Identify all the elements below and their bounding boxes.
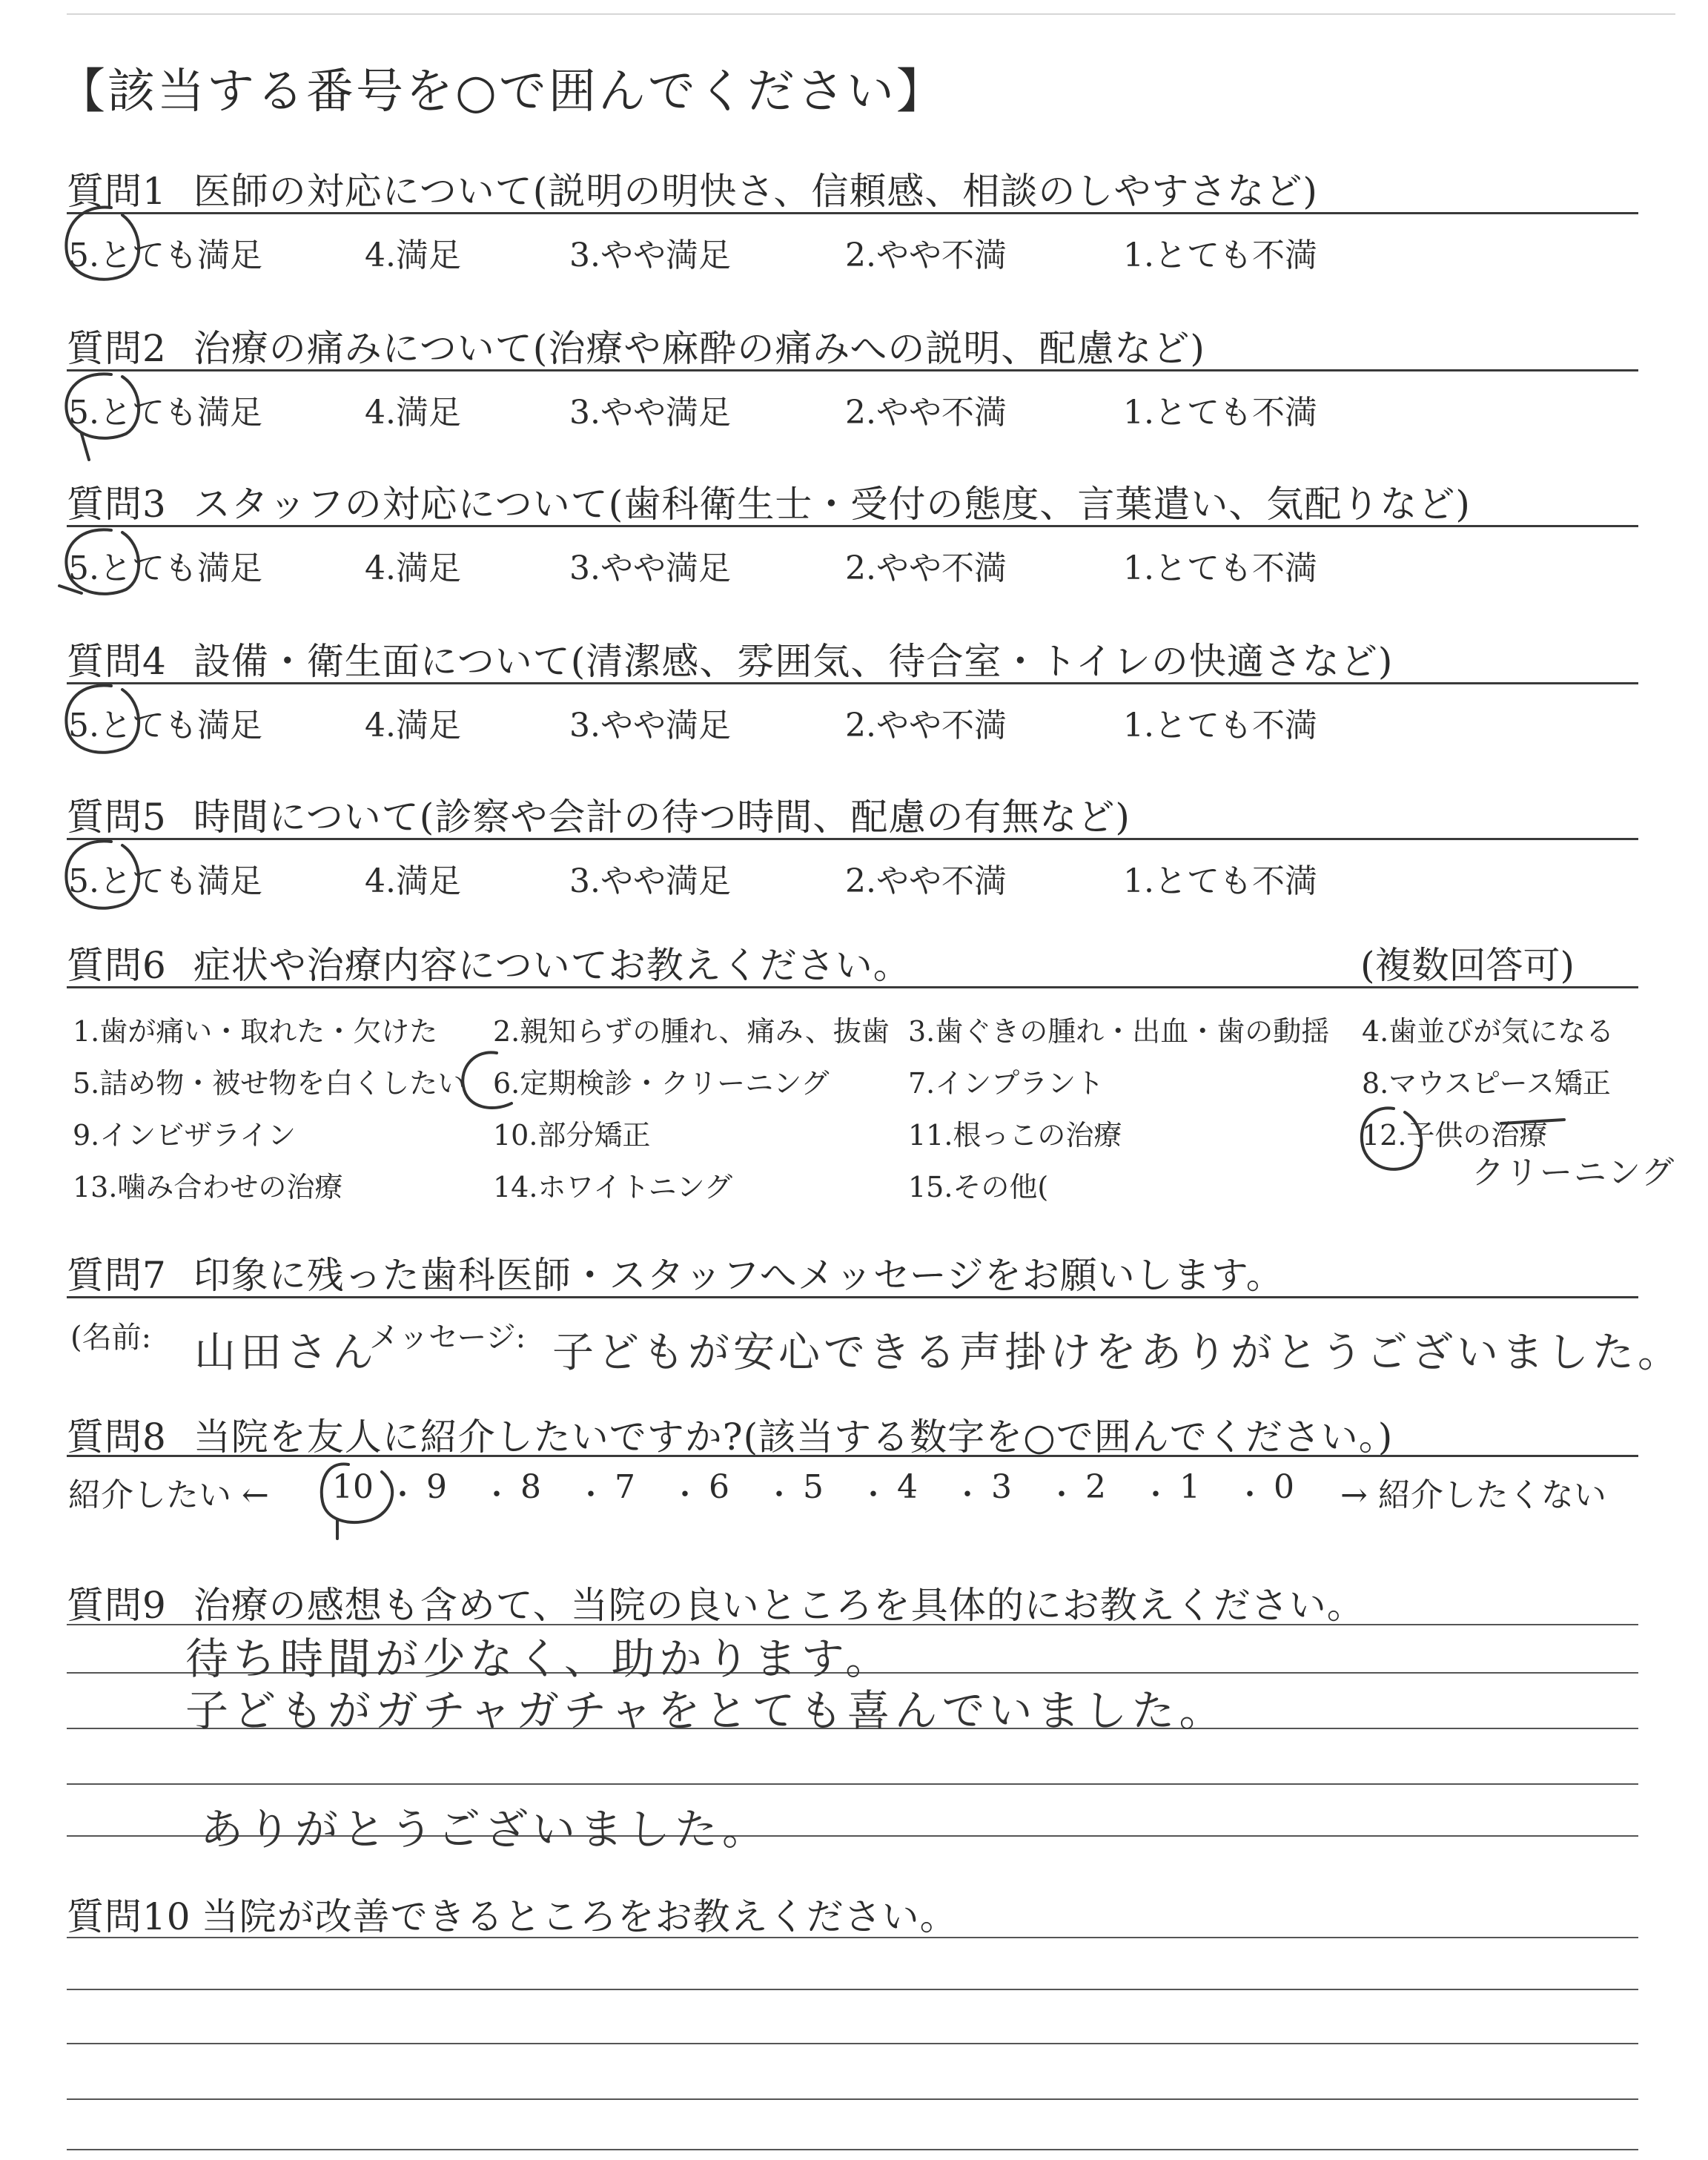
q6-note: (複数回答可) bbox=[1360, 944, 1575, 987]
q8-scale-7[interactable]: 7 bbox=[615, 1468, 635, 1506]
q1-option-5[interactable]: 5.とても満足 bbox=[68, 237, 262, 274]
q2-option-3[interactable]: 3.やや満足 bbox=[569, 394, 731, 432]
q8-scale-3[interactable]: 3 bbox=[991, 1468, 1012, 1506]
q8-rule bbox=[67, 1455, 1638, 1457]
instruction-heading: 【該当する番号を○で囲んでください】 bbox=[58, 65, 946, 119]
q5-option-3[interactable]: 3.やや満足 bbox=[569, 862, 731, 900]
q8-scale-5[interactable]: 5 bbox=[803, 1468, 824, 1506]
q8-left-label: 紹介したい ← bbox=[68, 1476, 269, 1514]
q4-number: 質問4 bbox=[67, 640, 167, 683]
q8-text: 当院を友人に紹介したいですか?(該当する数字を○で囲んでください。) bbox=[193, 1416, 1394, 1459]
q7-message-value: 子どもが安心できる声掛けをありがとうございました。 bbox=[552, 1329, 1683, 1377]
q6-option-14[interactable]: 14.ホワイトニング bbox=[493, 1171, 733, 1203]
q8-scale-10[interactable]: 10 bbox=[332, 1468, 374, 1506]
q9-answer-line-1: 待ち時間が少なく、助かります。 bbox=[185, 1634, 893, 1684]
q8-heading bbox=[67, 1407, 1393, 1461]
q6-option-7[interactable]: 7.インプラント bbox=[908, 1067, 1105, 1100]
q8-scale-separator: ・ bbox=[388, 1478, 417, 1512]
q5-option-4[interactable]: 4.満足 bbox=[365, 862, 461, 900]
q10-line bbox=[67, 1937, 1638, 1938]
q1-heading bbox=[67, 162, 1318, 215]
q3-number: 質問3 bbox=[67, 483, 167, 526]
q3-text: スタッフの対応について(歯科衛生士・受付の態度、言葉遣い、気配りなど) bbox=[193, 483, 1471, 526]
q4-option-2[interactable]: 2.やや不満 bbox=[845, 707, 1007, 744]
q6-option-8[interactable]: 8.マウスピース矯正 bbox=[1362, 1067, 1611, 1100]
q5-option-1[interactable]: 1.とても不満 bbox=[1123, 862, 1317, 900]
q6-option-11[interactable]: 11.根っこの治療 bbox=[908, 1119, 1122, 1152]
q8-scale-separator: ・ bbox=[1141, 1478, 1171, 1512]
q3-option-3[interactable]: 3.やや満足 bbox=[569, 549, 731, 587]
q8-right-label: → 紹介したくない bbox=[1340, 1476, 1606, 1514]
q9-answer-line-4: ありがとうございました。 bbox=[200, 1804, 770, 1855]
q10-line bbox=[67, 2149, 1638, 2150]
q10-line bbox=[67, 2098, 1638, 2100]
q1-option-4[interactable]: 4.満足 bbox=[365, 237, 461, 274]
q7-number: 質問7 bbox=[67, 1254, 167, 1297]
q7-name-label: (名前: bbox=[70, 1321, 152, 1355]
q4-rule bbox=[67, 682, 1638, 684]
q1-number: 質問1 bbox=[67, 170, 167, 213]
q6-option-6[interactable]: 6.定期検診・クリーニング bbox=[493, 1067, 830, 1100]
q3-heading bbox=[67, 475, 1471, 528]
q6-number: 質問6 bbox=[67, 944, 167, 987]
top-border bbox=[67, 13, 1675, 15]
q9-line bbox=[67, 1783, 1638, 1785]
q8-scale-separator: ・ bbox=[670, 1478, 700, 1512]
q9-heading bbox=[67, 1576, 1365, 1629]
q7-text: 印象に残った歯科医師・スタッフへメッセージをお願いします。 bbox=[193, 1254, 1284, 1297]
q10-number: 質問10 bbox=[67, 1895, 191, 1938]
q2-text: 治療の痛みについて(治療や麻酔の痛みへの説明、配慮など) bbox=[193, 327, 1205, 370]
q3-rule bbox=[67, 525, 1638, 527]
q5-number: 質問5 bbox=[67, 796, 167, 839]
q8-scale-separator: ・ bbox=[1047, 1478, 1076, 1512]
q6-rule bbox=[67, 986, 1638, 988]
q1-rule bbox=[67, 212, 1638, 214]
q2-option-2[interactable]: 2.やや不満 bbox=[845, 394, 1007, 432]
q6-option-5[interactable]: 5.詰め物・被せ物を白くしたい bbox=[73, 1067, 466, 1100]
q1-text: 医師の対応について(説明の明快さ、信頼感、相談のしやすさなど) bbox=[193, 170, 1318, 213]
q8-scale-9[interactable]: 9 bbox=[426, 1468, 447, 1506]
q5-option-2[interactable]: 2.やや不満 bbox=[845, 862, 1007, 900]
q6-option-4[interactable]: 4.歯並びが気になる bbox=[1362, 1015, 1615, 1048]
q6-option-9[interactable]: 9.インビザライン bbox=[73, 1119, 297, 1152]
q6-option-12[interactable]: 12.子供の治療 bbox=[1362, 1119, 1548, 1152]
q9-number: 質問9 bbox=[67, 1584, 167, 1627]
q1-option-3[interactable]: 3.やや満足 bbox=[569, 237, 731, 274]
q2-option-1[interactable]: 1.とても不満 bbox=[1123, 394, 1317, 432]
q8-scale-separator: ・ bbox=[1235, 1478, 1265, 1512]
q8-scale-2[interactable]: 2 bbox=[1085, 1468, 1106, 1506]
q4-text: 設備・衛生面について(清潔感、雰囲気、待合室・トイレの快適さなど) bbox=[193, 640, 1394, 683]
q6-handwritten-note: クリーニング bbox=[1472, 1154, 1676, 1192]
q6-option-2[interactable]: 2.親知らずの腫れ、痛み、抜歯 bbox=[493, 1015, 890, 1048]
q8-scale-separator: ・ bbox=[764, 1478, 794, 1512]
q8-scale-4[interactable]: 4 bbox=[897, 1468, 918, 1506]
q3-option-1[interactable]: 1.とても不満 bbox=[1123, 549, 1317, 587]
q10-line bbox=[67, 2043, 1638, 2044]
q8-scale-separator: ・ bbox=[858, 1478, 888, 1512]
q7-heading bbox=[67, 1246, 1284, 1299]
q6-option-1[interactable]: 1.歯が痛い・取れた・欠けた bbox=[73, 1015, 438, 1048]
q4-option-4[interactable]: 4.満足 bbox=[365, 707, 461, 744]
q6-option-3[interactable]: 3.歯ぐきの腫れ・出血・歯の動揺 bbox=[908, 1015, 1330, 1048]
q4-option-1[interactable]: 1.とても不満 bbox=[1123, 707, 1317, 744]
q4-option-3[interactable]: 3.やや満足 bbox=[569, 707, 731, 744]
q7-message-label: メッセージ: bbox=[369, 1321, 526, 1355]
q2-option-4[interactable]: 4.満足 bbox=[365, 394, 461, 432]
q6-option-13[interactable]: 13.噛み合わせの治療 bbox=[73, 1171, 343, 1203]
q6-option-10[interactable]: 10.部分矯正 bbox=[493, 1119, 651, 1152]
q2-option-5[interactable]: 5.とても満足 bbox=[68, 394, 262, 432]
q5-text: 時間について(診察や会計の待つ時間、配慮の有無など) bbox=[193, 796, 1131, 839]
q2-heading bbox=[67, 319, 1205, 372]
q1-option-1[interactable]: 1.とても不満 bbox=[1123, 237, 1317, 274]
q8-number: 質問8 bbox=[67, 1416, 167, 1459]
q9-text: 治療の感想も含めて、当院の良いところを具体的にお教えください。 bbox=[193, 1584, 1365, 1627]
q3-option-2[interactable]: 2.やや不満 bbox=[845, 549, 1007, 587]
q2-rule bbox=[67, 369, 1638, 371]
q8-scale-0[interactable]: 0 bbox=[1274, 1468, 1294, 1506]
q8-scale-1[interactable]: 1 bbox=[1179, 1468, 1200, 1506]
q3-option-4[interactable]: 4.満足 bbox=[365, 549, 461, 587]
q2-number: 質問2 bbox=[67, 327, 167, 370]
q5-option-5[interactable]: 5.とても満足 bbox=[68, 862, 262, 900]
q6-heading bbox=[67, 936, 911, 989]
q4-option-5[interactable]: 5.とても満足 bbox=[68, 707, 262, 744]
q6-option-15[interactable]: 15.その他( bbox=[908, 1171, 1049, 1203]
q8-scale-separator: ・ bbox=[482, 1478, 512, 1512]
q5-rule bbox=[67, 838, 1638, 840]
q8-scale-separator: ・ bbox=[576, 1478, 606, 1512]
q1-option-2[interactable]: 2.やや不満 bbox=[845, 237, 1007, 274]
q10-heading bbox=[67, 1887, 958, 1941]
q7-name-value: 山田さん bbox=[194, 1329, 378, 1377]
q10-text: 当院が改善できるところをお教えください。 bbox=[201, 1895, 958, 1938]
q5-heading bbox=[67, 787, 1131, 841]
q3-option-5[interactable]: 5.とても満足 bbox=[68, 549, 262, 587]
q8-scale-8[interactable]: 8 bbox=[520, 1468, 541, 1506]
q8-scale-separator: ・ bbox=[953, 1478, 982, 1512]
q8-scale-6[interactable]: 6 bbox=[709, 1468, 729, 1506]
q9-answer-line-2: 子どもがガチャガチャをとても喜んでいました。 bbox=[185, 1685, 1227, 1736]
q7-rule bbox=[67, 1296, 1638, 1298]
q4-heading bbox=[67, 632, 1393, 685]
q6-text: 症状や治療内容についてお教えください。 bbox=[193, 944, 911, 987]
q10-line bbox=[67, 1989, 1638, 1990]
